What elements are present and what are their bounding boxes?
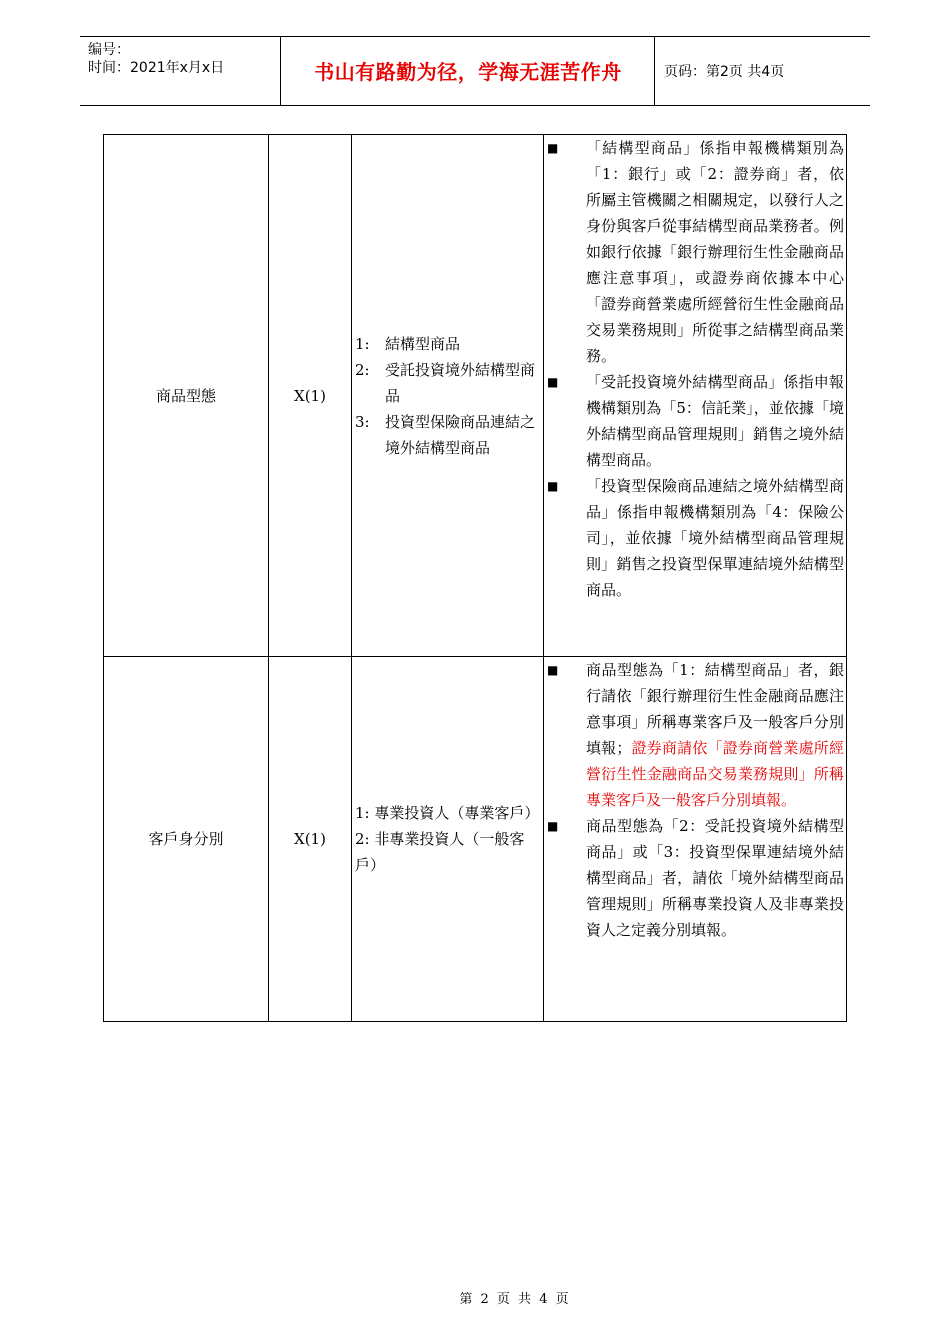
note-text-highlight: 證券商請依「證券商營業處所經營衍生性金融商品交易業務規則」所稱專業客戶及一般客戶分別填報。	[586, 739, 844, 809]
option-number: 1:	[355, 334, 370, 353]
field-notes	[544, 657, 847, 1022]
header-divider	[654, 37, 655, 105]
option-item: 1: 專業投資人（專業客戶）	[355, 804, 540, 822]
note-text: 商品型態為「2：受託投資境外結構型商品」或「3：投資型保單連結境外結構型商品」者，請依「境外結構型商品管理規則」所稱專業投資人及非專業投資人之定義分別填報。	[586, 817, 844, 939]
field-notes	[544, 135, 847, 657]
option-number: 2:	[355, 360, 370, 379]
option-item: 2: 非專業投資人（一般客戶）	[355, 830, 525, 874]
option-text: 受託投資境外結構型商品	[385, 360, 536, 405]
square-bullet-icon: ■	[547, 819, 559, 833]
header-divider	[280, 37, 281, 105]
note-text: 「投資型保險商品連結之境外結構型商品」係指申報機構類別為「4：保險公司」，並依據「境外結構型商品管理規則」銷售之投資型保單連結境外結構型商品。	[586, 477, 844, 599]
header-motto: 书山有路勤为径，学海无涯苦作舟	[314, 60, 622, 84]
option-item	[355, 331, 541, 357]
option-text: 結構型商品	[385, 334, 461, 353]
field-options	[352, 135, 544, 657]
note-text: 「結構型商品」係指申報機構類別為「1：銀行」或「2：證券商」者，依所屬主管機關之相關規定，以發行人之身份與客戶從事結構型商品業務者。例如銀行依據「銀行辦理衍生性金融商品應注意事項」，或證券商依據本中心「證券商營業處所經營衍生性金融商品交易業務規則」所從事之結構型商品業務。	[586, 139, 844, 365]
note-item	[544, 473, 844, 603]
header-meta	[88, 41, 280, 77]
doc-number-label: 编号：	[88, 42, 130, 58]
option-item	[355, 409, 541, 461]
option-number: 3:	[355, 412, 370, 431]
field-name: 客戶身分別	[104, 657, 269, 1022]
note-item	[544, 135, 844, 369]
note-text: 商品型態為「1：結構型商品」者，銀行請依「銀行辦理衍生性金融商品應注意事項」所稱專業客戶及一般客戶分別填報；	[586, 661, 844, 757]
note-item	[544, 369, 844, 473]
note-item	[544, 813, 844, 943]
header-page-info: 页码：第2页 共4页	[664, 64, 785, 80]
field-spec-table	[103, 134, 847, 1022]
table-row	[104, 135, 847, 657]
field-options	[352, 657, 544, 1022]
note-text: 「受託投資境外結構型商品」係指申報機構類別為「5：信託業」，並依據「境外結構型商品管理規則」銷售之境外結構型商品。	[586, 373, 844, 469]
option-item	[355, 357, 541, 409]
page-header	[80, 36, 870, 106]
option-text: 投資型保險商品連結之境外結構型商品	[385, 412, 536, 457]
note-item	[544, 657, 844, 813]
square-bullet-icon: ■	[547, 663, 559, 677]
field-format: X(1)	[269, 657, 352, 1022]
field-format: X(1)	[269, 135, 352, 657]
square-bullet-icon: ■	[547, 375, 559, 389]
square-bullet-icon: ■	[547, 141, 559, 155]
field-name: 商品型態	[104, 135, 269, 657]
table-row	[104, 657, 847, 1022]
date-line: 时间：2021年x月x日	[88, 60, 225, 76]
square-bullet-icon: ■	[547, 479, 559, 493]
page-footer: 第 2 页 共 4 页	[459, 1292, 571, 1307]
